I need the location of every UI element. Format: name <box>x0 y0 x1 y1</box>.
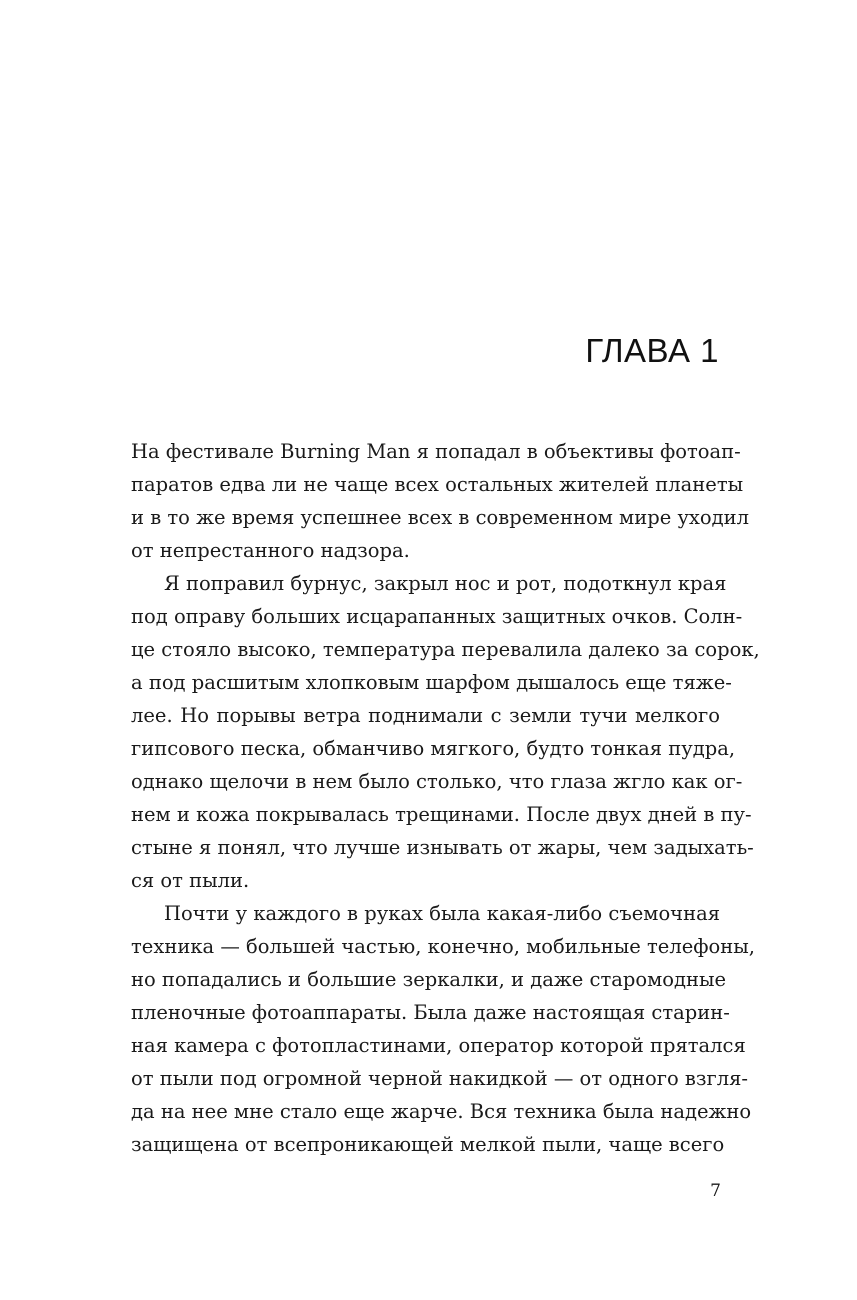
text-line: от пыли под огромной черной накидкой — от одного взгля- <box>131 1067 749 1090</box>
text-line: Почти у каждого в руках была какая-либо съемочная <box>164 902 720 925</box>
text-line: однако щелочи в нем было столько, что глаза жгло как ог- <box>131 770 743 793</box>
page-number: 7 <box>710 1181 721 1201</box>
text-line: защищена от всепроникающей мелкой пыли, чаще всего <box>131 1133 725 1156</box>
text-line: стыне я понял, что лучше изнывать от жары, чем задыхать- <box>131 836 754 859</box>
text-line: а под расшитым хлопковым шарфом дышалось еще тяже- <box>131 671 732 694</box>
text-line: и в то же время успешнее всех в современном мире уходил <box>131 506 750 529</box>
text-line: пленочные фотоаппараты. Была даже настоящая старин- <box>131 1001 730 1024</box>
text-line: лее. Но порывы ветра поднимали с земли тучи мелкого <box>131 704 720 727</box>
text-line: от непрестанного надзора. <box>131 539 410 562</box>
text-line: Я поправил бурнус, закрыл нос и рот, подоткнул края <box>164 572 727 595</box>
text-line: да на нее мне стало еще жарче. Вся техника была надежно <box>131 1100 752 1123</box>
text-line: це стояло высоко, температура перевалила далеко за сорок, <box>131 638 760 661</box>
text-line: техника — большей частью, конечно, мобильные телефоны, <box>131 935 755 958</box>
text-line: паратов едва ли не чаще всех остальных жителей планеты <box>131 473 744 496</box>
text-line: На фестивале Burning Man я попадал в объективы фотоап- <box>131 440 741 463</box>
text-line: под оправу больших исцарапанных защитных очков. Солн- <box>131 605 743 628</box>
text-line: но попадались и большие зеркалки, и даже старомодные <box>131 968 727 991</box>
text-line: ся от пыли. <box>131 869 250 892</box>
chapter-title: ГЛАВА 1 <box>585 332 719 369</box>
text-line: ная камера с фотопластинами, оператор которой прятался <box>131 1034 746 1057</box>
text-line: гипсового песка, обманчиво мягкого, будто тонкая пудра, <box>131 737 736 760</box>
text-line: нем и кожа покрывалась трещинами. После двух дней в пу- <box>131 803 752 826</box>
